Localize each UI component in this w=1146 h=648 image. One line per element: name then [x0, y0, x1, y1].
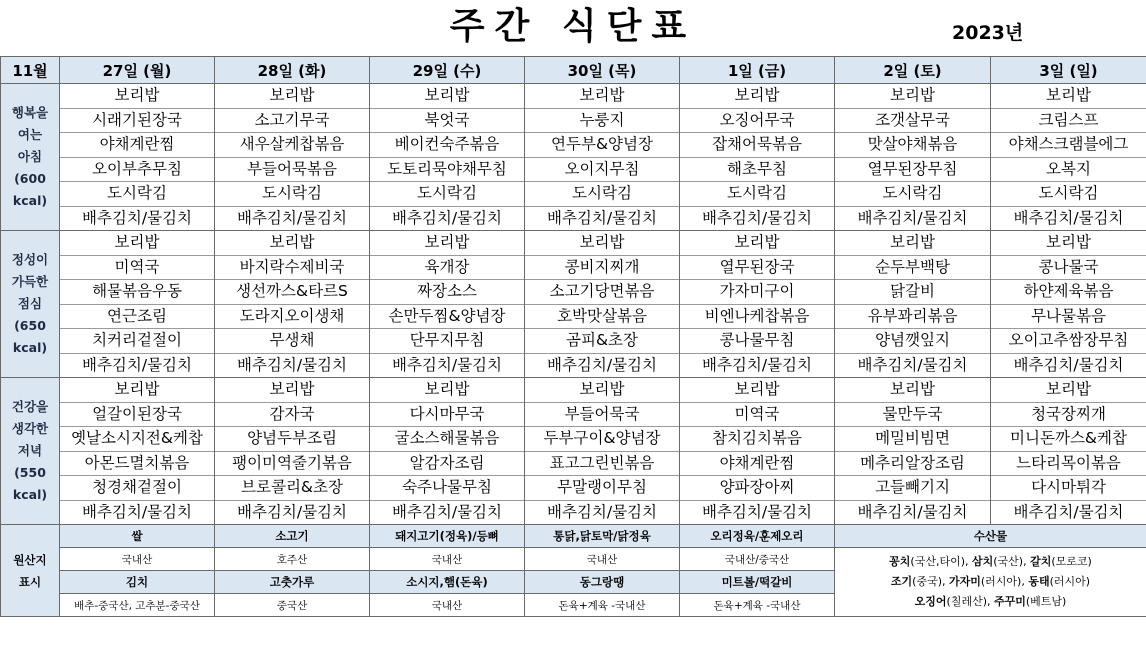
menu-item: 도시락김 [215, 182, 369, 207]
meal-label-line: 가득한 [11, 274, 49, 289]
meal-row-breakfast [1, 84, 1146, 231]
origin-head-row [1, 525, 1146, 548]
seafood-origin: (중국), [912, 575, 949, 588]
menu-item: 육개장 [370, 256, 524, 281]
menu-item: 고들빼기지 [835, 476, 990, 501]
menu-item: 야채계란찜 [680, 452, 834, 477]
menu-cell [991, 378, 1146, 525]
origin-item-value: 호주산 [215, 548, 370, 571]
menu-item: 브로콜리&초장 [215, 476, 369, 501]
menu-item: 해물볶음우동 [60, 280, 214, 305]
menu-item: 미니돈까스&케찹 [991, 427, 1146, 452]
seafood-name: 갈치 [1030, 555, 1052, 568]
menu-item: 보리밥 [680, 231, 834, 256]
menu-item: 연두부&양념장 [525, 133, 679, 158]
seafood-origin: (국산,타이), [910, 555, 972, 568]
menu-item: 두부구이&양념장 [525, 427, 679, 452]
menu-item: 배추김치/물김치 [857, 502, 968, 521]
origin-item-name: 통닭,닭토막/닭정육 [525, 525, 680, 548]
menu-item: 도시락김 [680, 182, 834, 207]
menu-cell [680, 84, 835, 231]
day-header: 3일 (일) [991, 57, 1146, 84]
origin-item-name: 소고기 [215, 525, 370, 548]
meal-label-lunch [1, 231, 60, 378]
menu-item: 조갯살무국 [835, 109, 990, 134]
menu-item: 팽이미역줄기볶음 [215, 452, 369, 477]
menu-item: 해초무침 [680, 158, 834, 183]
seafood-name: 꽁치 [889, 555, 911, 568]
menu-item: 배추김치/물김치 [391, 502, 503, 521]
meal-label-line: 저녁 [17, 443, 43, 458]
meal-label-line: (600 [14, 171, 46, 186]
menu-item: 야채스크램블에그 [991, 133, 1146, 158]
menu-item: 무생채 [215, 329, 369, 354]
seafood-name: 삼치 [972, 555, 994, 568]
menu-item: 보리밥 [991, 84, 1146, 109]
menu-item: 보리밥 [215, 378, 369, 403]
menu-item: 양파장아찌 [680, 476, 834, 501]
menu-item: 북엇국 [370, 109, 524, 134]
menu-item: 얼갈이된장국 [60, 403, 214, 428]
menu-item: 닭갈비 [835, 280, 990, 305]
meal-label-line: 생각한 [11, 421, 49, 436]
menu-item: 보리밥 [60, 231, 214, 256]
meal-label-line: (550 [14, 465, 46, 480]
menu-cell [835, 231, 991, 378]
menu-item: 다시마무국 [370, 403, 524, 428]
page-title: 주간 식단표 [449, 6, 697, 47]
menu-item: 오이지무침 [525, 158, 679, 183]
menu-item: 옛날소시지전&케찹 [60, 427, 214, 452]
origin-item-name: 미트볼/떡갈비 [680, 571, 835, 594]
menu-item: 오복지 [991, 158, 1146, 183]
menu-item: 부들어묵볶음 [215, 158, 369, 183]
menu-cell [525, 378, 680, 525]
seafood-name: 동태 [1028, 575, 1050, 588]
menu-item: 오이부추무침 [60, 158, 214, 183]
menu-cell [835, 84, 991, 231]
menu-item: 소고기무국 [215, 109, 369, 134]
origin-item-name: 김치 [60, 571, 215, 594]
day-header: 2일 (토) [835, 57, 991, 84]
origin-item-value: 국내산 [370, 548, 525, 571]
menu-item: 배추김치/물김치 [236, 208, 348, 227]
menu-item: 시래기된장국 [60, 109, 214, 134]
origin-label-line: 원산지 [13, 552, 47, 567]
origin-label [1, 525, 60, 617]
menu-item: 배추김치/물김치 [391, 355, 503, 374]
menu-cell [60, 378, 215, 525]
menu-item: 배추김치/물김치 [81, 208, 193, 227]
menu-item: 오징어무국 [680, 109, 834, 134]
menu-item: 짜장소스 [370, 280, 524, 305]
origin-item-name: 소시지,햄(돈육) [370, 571, 525, 594]
menu-item: 보리밥 [680, 84, 834, 109]
day-header: 29일 (수) [370, 57, 525, 84]
menu-item: 양념깻잎지 [835, 329, 990, 354]
menu-item: 보리밥 [215, 231, 369, 256]
meal-row-dinner [1, 378, 1146, 525]
menu-item: 배추김치/물김치 [81, 502, 193, 521]
menu-item: 보리밥 [525, 231, 679, 256]
meal-label-line: kcal) [12, 487, 48, 502]
menu-cell [680, 231, 835, 378]
menu-item: 배추김치/물김치 [546, 208, 658, 227]
menu-cell [215, 231, 370, 378]
menu-item: 배추김치/물김치 [1013, 355, 1124, 374]
menu-item: 배추김치/물김치 [1013, 208, 1124, 227]
menu-item: 단무지무침 [370, 329, 524, 354]
menu-item: 보리밥 [525, 378, 679, 403]
origin-item-value: 중국산 [215, 594, 370, 617]
menu-item: 무나물볶음 [991, 305, 1146, 330]
menu-item: 소고기당면볶음 [525, 280, 679, 305]
menu-item: 하얀제육볶음 [991, 280, 1146, 305]
origin-item-name: 오리정육/훈제오리 [680, 525, 835, 548]
menu-item: 유부꽈리볶음 [835, 305, 990, 330]
menu-item: 곰피&초장 [525, 329, 679, 354]
origin-item-value: 국내산 [525, 548, 680, 571]
menu-item: 참치김치볶음 [680, 427, 834, 452]
menu-item: 보리밥 [370, 84, 524, 109]
origin-item-name: 쌀 [60, 525, 215, 548]
menu-item: 보리밥 [525, 84, 679, 109]
day-header: 30일 (목) [525, 57, 680, 84]
menu-item: 보리밥 [835, 231, 990, 256]
menu-item: 보리밥 [215, 84, 369, 109]
meal-label-line: 아침 [17, 149, 43, 164]
menu-item: 배추김치/물김치 [546, 502, 658, 521]
seafood-origin: (국산), [993, 555, 1031, 568]
menu-cell [60, 231, 215, 378]
menu-item: 크림스프 [991, 109, 1146, 134]
menu-item: 도토리묵야채무침 [370, 158, 524, 183]
meal-label-line: 건강을 [11, 399, 49, 414]
day-header: 1일 (금) [680, 57, 835, 84]
menu-item: 메추리알장조림 [835, 452, 990, 477]
menu-item: 배추김치/물김치 [857, 355, 968, 374]
menu-item: 보리밥 [370, 231, 524, 256]
menu-item: 치커리겉절이 [60, 329, 214, 354]
menu-item: 도시락김 [370, 182, 524, 207]
menu-item: 호박맛살볶음 [525, 305, 679, 330]
menu-item: 배추김치/물김치 [236, 502, 348, 521]
menu-item: 야채계란찜 [60, 133, 214, 158]
menu-item: 보리밥 [370, 378, 524, 403]
month-header: 11월 [1, 57, 60, 84]
header-row [1, 57, 1146, 84]
seafood-list [835, 548, 1146, 617]
seafood-name: 오징어 [914, 595, 947, 608]
menu-table [0, 56, 1146, 617]
seafood-line [835, 592, 1146, 612]
menu-item: 물만두국 [835, 403, 990, 428]
menu-item: 비엔나케찹볶음 [680, 305, 834, 330]
origin-item-value: 배추-중국산, 고추분-중국산 [60, 594, 215, 617]
seafood-name: 주꾸미 [994, 595, 1026, 608]
meal-label-line: 정성이 [11, 252, 49, 267]
menu-item: 콩나물국 [991, 256, 1146, 281]
menu-item: 누룽지 [525, 109, 679, 134]
seafood-origin: (러시아) [1049, 575, 1091, 588]
menu-item: 생선까스&타르S [215, 280, 369, 305]
seafood-origin: (러시아), [980, 575, 1029, 588]
seafood-name: 조기 [890, 575, 913, 588]
menu-item: 알감자조림 [370, 452, 524, 477]
menu-item: 가자미구이 [680, 280, 834, 305]
origin-item-name: 돼지고기(정육)/등뼈 [370, 525, 525, 548]
menu-item: 보리밥 [835, 84, 990, 109]
meal-label-line: 점심 [17, 296, 43, 311]
day-header: 28일 (화) [215, 57, 370, 84]
menu-item: 순두부백탕 [835, 256, 990, 281]
menu-cell [215, 378, 370, 525]
seafood-origin: (칠레산), [946, 595, 994, 608]
menu-cell [60, 84, 215, 231]
meal-label-line: kcal) [12, 193, 48, 208]
menu-item: 배추김치/물김치 [236, 355, 348, 374]
meal-label-line: kcal) [12, 340, 48, 355]
seafood-line [835, 572, 1146, 592]
menu-item: 미역국 [60, 256, 214, 281]
menu-item: 열무된장무침 [835, 158, 990, 183]
menu-cell [525, 231, 680, 378]
menu-item: 새우살케찹볶음 [215, 133, 369, 158]
seafood-origin: (베트남) [1025, 595, 1067, 608]
menu-item: 도시락김 [60, 182, 214, 207]
menu-item: 보리밥 [680, 378, 834, 403]
menu-item: 콩나물무침 [680, 329, 834, 354]
seafood-head: 수산물 [835, 525, 1146, 548]
origin-item-value: 국내산/중국산 [680, 548, 835, 571]
menu-item: 보리밥 [991, 231, 1146, 256]
menu-cell [370, 231, 525, 378]
menu-item: 양념두부조림 [215, 427, 369, 452]
menu-cell [991, 231, 1146, 378]
menu-item: 콩비지찌개 [525, 256, 679, 281]
menu-item: 열무된장국 [680, 256, 834, 281]
menu-item: 도시락김 [991, 182, 1146, 207]
origin-label-line: 표시 [18, 574, 42, 589]
menu-item: 청국장찌개 [991, 403, 1146, 428]
menu-item: 보리밥 [991, 378, 1146, 403]
menu-cell [991, 84, 1146, 231]
menu-item: 오이고추쌈장무침 [991, 329, 1146, 354]
menu-item: 베이컨숙주볶음 [370, 133, 524, 158]
menu-item: 숙주나물무침 [370, 476, 524, 501]
menu-item: 배추김치/물김치 [857, 208, 968, 227]
menu-cell [215, 84, 370, 231]
menu-cell [680, 378, 835, 525]
menu-item: 보리밥 [60, 378, 214, 403]
origin-item-value: 돈육+계육 -국내산 [525, 594, 680, 617]
menu-item: 부들어묵국 [525, 403, 679, 428]
day-header: 27일 (월) [60, 57, 215, 84]
menu-cell [525, 84, 680, 231]
menu-item: 도시락김 [835, 182, 990, 207]
menu-item: 바지락수제비국 [215, 256, 369, 281]
menu-item: 배추김치/물김치 [81, 355, 193, 374]
meal-label-dinner [1, 378, 60, 525]
menu-item: 다시마튀각 [991, 476, 1146, 501]
seafood-origin: (모로코) [1051, 555, 1092, 568]
menu-item: 배추김치/물김치 [701, 355, 813, 374]
menu-cell [370, 378, 525, 525]
menu-item: 표고그린빈볶음 [525, 452, 679, 477]
origin-value-row [1, 548, 1146, 571]
menu-item: 배추김치/물김치 [391, 208, 503, 227]
menu-cell [370, 84, 525, 231]
year-label: 2023년 [952, 22, 1024, 44]
menu-item: 느타리목이볶음 [991, 452, 1146, 477]
meal-label-breakfast [1, 84, 60, 231]
meal-label-line: 여는 [17, 127, 43, 142]
menu-item: 배추김치/물김치 [701, 502, 813, 521]
menu-item: 맛살야채볶음 [835, 133, 990, 158]
menu-item: 배추김치/물김치 [1013, 502, 1124, 521]
menu-item: 청경채겉절이 [60, 476, 214, 501]
menu-item: 손만두찜&양념장 [370, 305, 524, 330]
menu-item: 미역국 [680, 403, 834, 428]
menu-item: 아몬드멸치볶음 [60, 452, 214, 477]
meal-row-lunch [1, 231, 1146, 378]
origin-item-name: 고춧가루 [215, 571, 370, 594]
origin-item-value: 돈육+계육 -국내산 [680, 594, 835, 617]
meal-label-line: (650 [14, 318, 46, 333]
menu-item: 도시락김 [525, 182, 679, 207]
menu-item: 연근조림 [60, 305, 214, 330]
seafood-line [835, 552, 1146, 572]
menu-item: 보리밥 [835, 378, 990, 403]
seafood-name: 가자미 [949, 575, 981, 588]
menu-item: 배추김치/물김치 [546, 355, 658, 374]
meal-label-line: 행복을 [11, 105, 49, 120]
menu-cell [835, 378, 991, 525]
origin-item-value: 국내산 [60, 548, 215, 571]
menu-item: 메밀비빔면 [835, 427, 990, 452]
origin-item-value: 국내산 [370, 594, 525, 617]
menu-item: 무말랭이무침 [525, 476, 679, 501]
menu-item: 보리밥 [60, 84, 214, 109]
menu-item: 굴소스해물볶음 [370, 427, 524, 452]
menu-item: 배추김치/물김치 [701, 208, 813, 227]
menu-item: 도라지오이생채 [215, 305, 369, 330]
origin-item-name: 동그랑땡 [525, 571, 680, 594]
menu-item: 잡채어묵볶음 [680, 133, 834, 158]
menu-item: 감자국 [215, 403, 369, 428]
